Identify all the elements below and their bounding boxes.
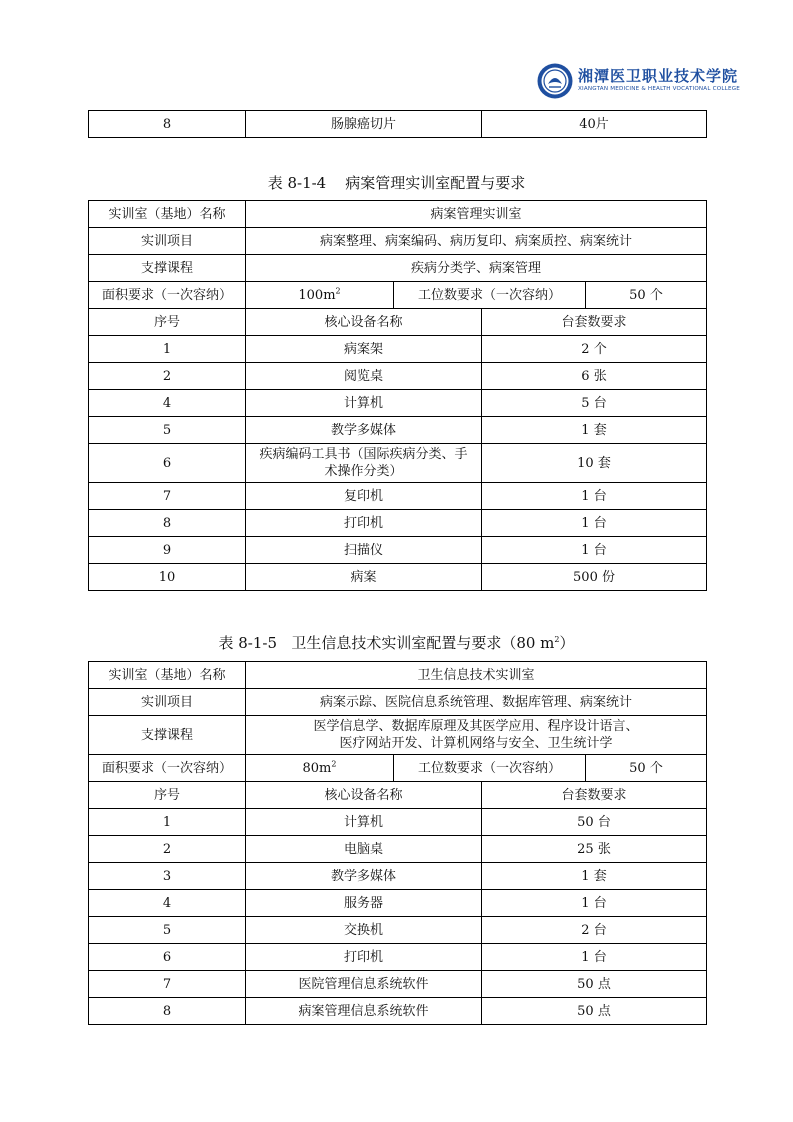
- value-items: 病案整理、病案编码、病历复印、病案质控、病案统计: [246, 228, 707, 255]
- value-items: 病案示踪、医院信息系统管理、数据库管理、病案统计: [246, 689, 707, 716]
- cell-name: 病案管理信息系统软件: [246, 998, 482, 1025]
- cell-no: 8: [89, 111, 246, 138]
- table-8-1-4: [88, 200, 707, 591]
- table-row: [89, 282, 707, 309]
- cell-name: [246, 444, 482, 483]
- school-name-cn: 湘潭医卫职业技术学院: [578, 67, 739, 85]
- table-row: [89, 836, 707, 863]
- value-base: 卫生信息技术实训室: [246, 662, 707, 689]
- cell-qty: 1 套: [482, 417, 707, 444]
- cell-qty: 40片: [482, 111, 707, 138]
- caption-close: ）: [559, 634, 575, 652]
- cell-name: 计算机: [246, 809, 482, 836]
- cell-qty: 1 套: [482, 863, 707, 890]
- table-row: [89, 998, 707, 1025]
- cell-no: 4: [89, 390, 246, 417]
- col-header-qty: 台套数要求: [482, 782, 707, 809]
- cell-no: 6: [89, 444, 246, 483]
- cell-qty: 1 台: [482, 510, 707, 537]
- table-row: [89, 917, 707, 944]
- label-area: 面积要求（一次容纳）: [89, 755, 246, 782]
- area-number: 100m: [298, 287, 336, 303]
- caption-exponent: 2: [554, 635, 560, 644]
- cell-name-line1: 疾病编码工具书（国际疾病分类、手: [259, 447, 468, 462]
- cell-qty: 50 台: [482, 809, 707, 836]
- table-header-row: [89, 309, 707, 336]
- cell-no: 7: [89, 971, 246, 998]
- col-header-name: 核心设备名称: [246, 309, 482, 336]
- label-items: 实训项目: [89, 228, 246, 255]
- cell-name: 交换机: [246, 917, 482, 944]
- cell-name: 医院管理信息系统软件: [246, 971, 482, 998]
- label-base: 实训室（基地）名称: [89, 201, 246, 228]
- table-row: [89, 971, 707, 998]
- cell-qty: 1 台: [482, 537, 707, 564]
- cell-name: 电脑桌: [246, 836, 482, 863]
- table-caption-8-1-5: [0, 632, 793, 653]
- table-row: [89, 255, 707, 282]
- col-header-no: 序号: [89, 782, 246, 809]
- cell-name: 打印机: [246, 510, 482, 537]
- cell-no: 3: [89, 863, 246, 890]
- table-header-row: [89, 782, 707, 809]
- cell-name: 服务器: [246, 890, 482, 917]
- continued-table: [88, 110, 707, 138]
- cell-no: 6: [89, 944, 246, 971]
- label-items: 实训项目: [89, 689, 246, 716]
- value-area: [246, 282, 394, 309]
- cell-qty: 2 个: [482, 336, 707, 363]
- col-header-qty: 台套数要求: [482, 309, 707, 336]
- table-row: [89, 890, 707, 917]
- table-row: [89, 201, 707, 228]
- cell-no: 9: [89, 537, 246, 564]
- cell-qty: 2 台: [482, 917, 707, 944]
- table-row: [89, 417, 707, 444]
- table-row: [89, 510, 707, 537]
- value-area: [246, 755, 394, 782]
- table-row: [89, 111, 707, 138]
- cell-no: 10: [89, 564, 246, 591]
- cell-qty: 5 台: [482, 390, 707, 417]
- cell-qty: 25 张: [482, 836, 707, 863]
- cell-no: 1: [89, 336, 246, 363]
- value-courses: [246, 716, 707, 755]
- table-row: [89, 336, 707, 363]
- col-header-name: 核心设备名称: [246, 782, 482, 809]
- cell-qty: 10 套: [482, 444, 707, 483]
- cell-name: 扫描仪: [246, 537, 482, 564]
- cell-name: 计算机: [246, 390, 482, 417]
- col-header-no: 序号: [89, 309, 246, 336]
- cell-no: 8: [89, 510, 246, 537]
- courses-line2: 医疗网站开发、计算机网络与安全、卫生统计学: [339, 736, 613, 751]
- cell-no: 7: [89, 483, 246, 510]
- table-row: [89, 537, 707, 564]
- cell-qty: 50 点: [482, 971, 707, 998]
- value-seats: 50 个: [586, 282, 707, 309]
- cell-no: 5: [89, 917, 246, 944]
- cell-qty: 1 台: [482, 890, 707, 917]
- table-caption-8-1-4: 表 8-1-4 病案管理实训室配置与要求: [267, 174, 526, 192]
- cell-no: 1: [89, 809, 246, 836]
- area-exponent: 2: [331, 759, 337, 769]
- label-seats: 工位数要求（一次容纳）: [394, 282, 586, 309]
- cell-qty: 6 张: [482, 363, 707, 390]
- school-name-en: XIANGTAN MEDICINE & HEALTH VOCATIONAL COLLEGE: [578, 86, 740, 92]
- cell-name: 病案: [246, 564, 482, 591]
- table-row: [89, 944, 707, 971]
- cell-name: 教学多媒体: [246, 863, 482, 890]
- cell-name: 打印机: [246, 944, 482, 971]
- cell-qty: 1 台: [482, 483, 707, 510]
- table-row: [89, 444, 707, 483]
- cell-no: 2: [89, 363, 246, 390]
- table-row: [89, 809, 707, 836]
- table-row: [89, 390, 707, 417]
- table-row: [89, 662, 707, 689]
- table-8-1-5: [88, 661, 707, 1025]
- area-number: 80m: [302, 760, 332, 776]
- label-base: 实训室（基地）名称: [89, 662, 246, 689]
- cell-no: 5: [89, 417, 246, 444]
- caption-text: 表 8-1-5 卫生信息技术实训室配置与要求（80 m: [218, 634, 555, 652]
- label-area: 面积要求（一次容纳）: [89, 282, 246, 309]
- cell-name: 教学多媒体: [246, 417, 482, 444]
- cell-qty: 500 份: [482, 564, 707, 591]
- table-row: [89, 483, 707, 510]
- cell-no: 8: [89, 998, 246, 1025]
- table-row: [89, 363, 707, 390]
- cell-no: 4: [89, 890, 246, 917]
- table-row: [89, 755, 707, 782]
- table-row: [89, 564, 707, 591]
- cell-name-line2: 术操作分类）: [324, 464, 403, 479]
- courses-line1: 医学信息学、数据库原理及其医学应用、程序设计语言、: [313, 719, 639, 734]
- school-logo: [536, 62, 740, 100]
- cell-qty: 50 点: [482, 998, 707, 1025]
- cell-name: 肠腺癌切片: [246, 111, 482, 138]
- area-exponent: 2: [335, 286, 341, 296]
- cell-name: 阅览桌: [246, 363, 482, 390]
- label-courses: 支撑课程: [89, 716, 246, 755]
- cell-no: 2: [89, 836, 246, 863]
- label-courses: 支撑课程: [89, 255, 246, 282]
- table-row: [89, 228, 707, 255]
- value-base: 病案管理实训室: [246, 201, 707, 228]
- cell-name: 复印机: [246, 483, 482, 510]
- value-courses: 疾病分类学、病案管理: [246, 255, 707, 282]
- cell-name: 病案架: [246, 336, 482, 363]
- value-seats: 50 个: [586, 755, 707, 782]
- table-row: [89, 863, 707, 890]
- school-emblem-icon: [536, 62, 574, 100]
- table-row: [89, 716, 707, 755]
- cell-qty: 1 台: [482, 944, 707, 971]
- label-seats: 工位数要求（一次容纳）: [394, 755, 586, 782]
- table-row: [89, 689, 707, 716]
